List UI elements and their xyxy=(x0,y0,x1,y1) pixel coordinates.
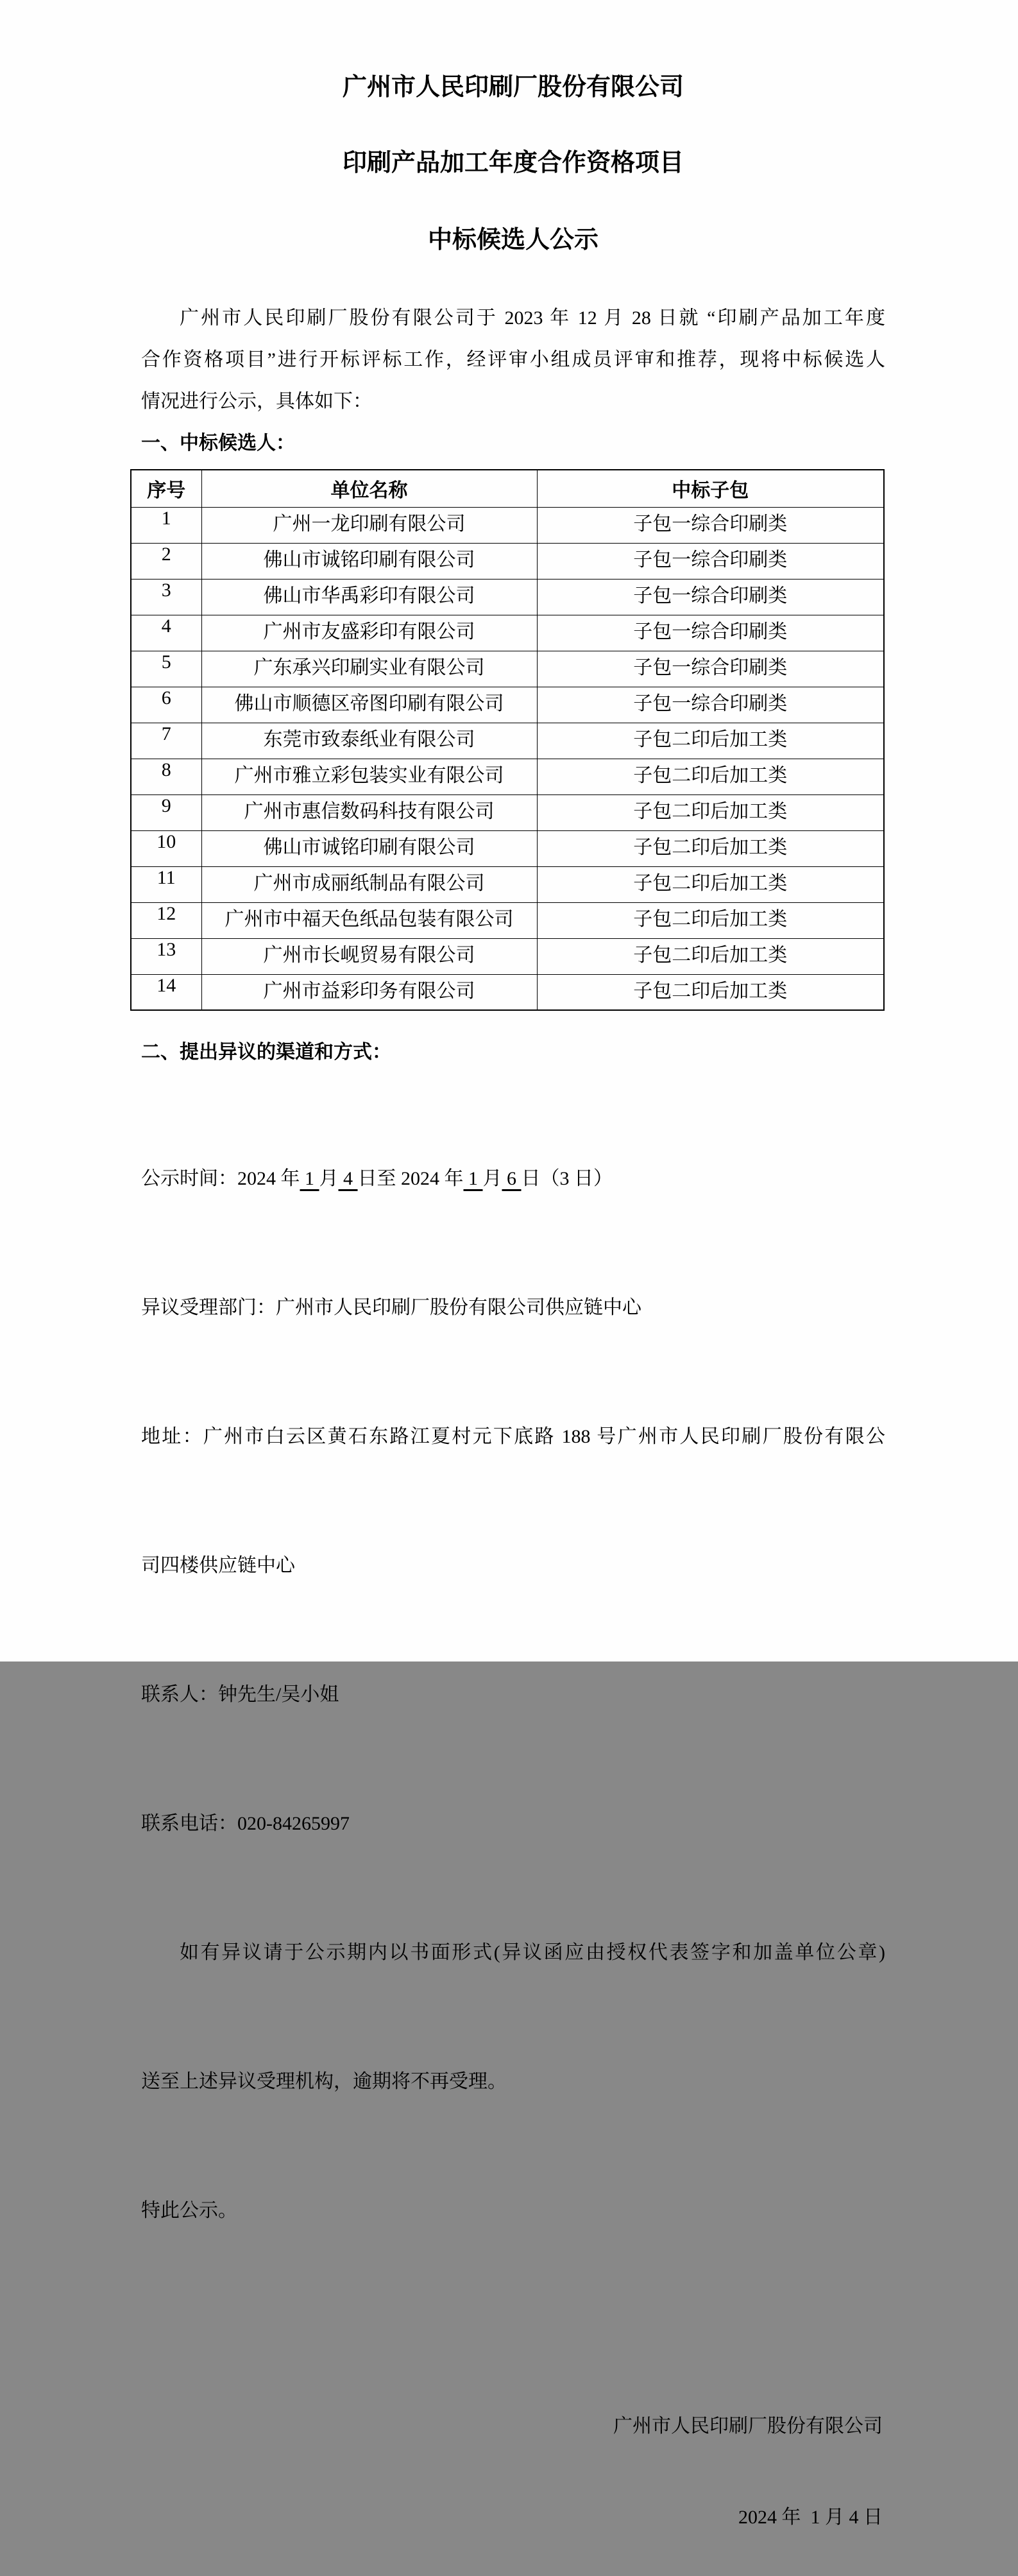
header-row xyxy=(131,470,884,507)
table-cell-company: 广州市雅立彩包装实业有限公司 xyxy=(201,759,537,794)
table-cell-subpackage: 子包二印后加工类 xyxy=(537,974,884,1010)
contact-person-line: 联系人：钟先生/吴小姐 xyxy=(141,1684,339,1705)
signature-date: 2024 年 1 月 4 日 xyxy=(738,2507,883,2528)
table-cell-company: 佛山市华禹彩印有限公司 xyxy=(201,579,537,615)
publicity-time-line xyxy=(141,1157,885,1200)
table-cell-no: 1 xyxy=(131,507,201,543)
table-cell-no: 13 xyxy=(131,938,201,974)
table-cell-no: 12 xyxy=(131,902,201,938)
table-cell-company: 广州市成丽纸制品有限公司 xyxy=(201,866,537,902)
title-project-name: 印刷产品加工年度合作资格项目 xyxy=(342,150,684,176)
publicity-end-day: 6 xyxy=(502,1168,522,1189)
table-row xyxy=(131,759,884,794)
candidates-table xyxy=(130,469,885,1011)
section-heading-candidates: 一、中标候选人： xyxy=(141,433,295,454)
table-cell-company: 广州市长岘贸易有限公司 xyxy=(201,938,537,974)
title-announcement: 中标候选人公示 xyxy=(427,227,598,253)
table-cell-no: 8 xyxy=(131,759,201,794)
publicity-month-char-1: 月 xyxy=(319,1168,339,1189)
table-row xyxy=(131,723,884,759)
section-heading-objection: 二、提出异议的渠道和方式： xyxy=(141,1042,391,1063)
table-row xyxy=(131,794,884,830)
table-cell-company: 广州市益彩印务有限公司 xyxy=(201,974,537,1010)
address-line-1: 地址：广州市白云区黄石东路江夏村元下底路 188 号广州市人民印刷厂股份有限公 xyxy=(141,1426,885,1447)
table-cell-subpackage: 子包一综合印刷类 xyxy=(537,615,884,651)
table-cell-subpackage: 子包二印后加工类 xyxy=(537,902,884,938)
table-cell-no: 2 xyxy=(131,543,201,579)
publicity-month-char-2: 月 xyxy=(482,1168,502,1189)
intro-paragraph xyxy=(141,297,885,422)
table-cell-no: 3 xyxy=(131,579,201,615)
objection-instructions-line-2: 送至上述异议受理机构，逾期将不再受理。 xyxy=(141,2071,507,2092)
table-cell-company: 广州一龙印刷有限公司 xyxy=(201,507,537,543)
table-row xyxy=(131,938,884,974)
table-cell-no: 9 xyxy=(131,794,201,830)
title-company-name: 广州市人民印刷厂股份有限公司 xyxy=(342,74,684,101)
table-row xyxy=(131,615,884,651)
table-cell-company: 广州市中福天色纸品包装有限公司 xyxy=(201,902,537,938)
publicity-end-month: 1 xyxy=(463,1168,483,1189)
publicity-time-middle: 日至 2024 年 xyxy=(357,1168,464,1189)
table-row xyxy=(131,579,884,615)
publicity-start-day: 4 xyxy=(338,1168,358,1189)
publicity-time-suffix: 日（3 日） xyxy=(521,1168,613,1189)
table-cell-company: 佛山市顺德区帝图印刷有限公司 xyxy=(201,687,537,723)
table-cell-subpackage: 子包一综合印刷类 xyxy=(537,687,884,723)
table-cell-no: 14 xyxy=(131,974,201,1010)
table-row xyxy=(131,687,884,723)
signature-company: 广州市人民印刷厂股份有限公司 xyxy=(613,2416,883,2437)
publicity-start-month: 1 xyxy=(300,1168,319,1189)
table-row xyxy=(131,830,884,866)
table-row xyxy=(131,902,884,938)
intro-line-1: 广州市人民印刷厂股份有限公司于 2023 年 12 月 28 日就 “印刷产品加工年度 xyxy=(180,307,885,329)
publicity-time-prefix: 公示时间：2024 年 xyxy=(141,1168,300,1189)
table-cell-subpackage: 子包一综合印刷类 xyxy=(537,579,884,615)
table-row xyxy=(131,543,884,579)
objection-details-block xyxy=(141,1071,885,2318)
table-cell-no: 5 xyxy=(131,651,201,687)
table-cell-subpackage: 子包二印后加工类 xyxy=(537,723,884,759)
contact-phone-line: 联系电话：020-84265997 xyxy=(141,1813,350,1834)
header-cell-company: 单位名称 xyxy=(201,470,537,507)
table-row xyxy=(131,651,884,687)
intro-line-2: 合作资格项目”进行开标评标工作，经评审小组成员评审和推荐，现将中标候选人 xyxy=(141,349,885,370)
candidates-table-header xyxy=(131,470,884,507)
header-cell-subpackage: 中标子包 xyxy=(537,470,884,507)
table-cell-company: 广东承兴印刷实业有限公司 xyxy=(201,651,537,687)
table-cell-company: 佛山市诚铭印刷有限公司 xyxy=(201,830,537,866)
dispute-department-line: 异议受理部门：广州市人民印刷厂股份有限公司供应链中心 xyxy=(141,1297,641,1318)
table-row xyxy=(131,974,884,1010)
table-cell-subpackage: 子包二印后加工类 xyxy=(537,866,884,902)
table-cell-subpackage: 子包二印后加工类 xyxy=(537,794,884,830)
table-cell-subpackage: 子包二印后加工类 xyxy=(537,830,884,866)
table-cell-company: 广州市惠信数码科技有限公司 xyxy=(201,794,537,830)
table-row xyxy=(131,507,884,543)
table-cell-subpackage: 子包二印后加工类 xyxy=(537,759,884,794)
table-cell-no: 7 xyxy=(131,723,201,759)
table-cell-no: 6 xyxy=(131,687,201,723)
table-cell-no: 10 xyxy=(131,830,201,866)
table-cell-subpackage: 子包一综合印刷类 xyxy=(537,651,884,687)
signature-block xyxy=(141,2318,885,2576)
intro-line-3: 情况进行公示，具体如下： xyxy=(141,391,372,412)
table-row xyxy=(131,866,884,902)
header-cell-no: 序号 xyxy=(131,470,201,507)
table-cell-no: 4 xyxy=(131,615,201,651)
table-cell-company: 广州市友盛彩印有限公司 xyxy=(201,615,537,651)
address-line-2: 司四楼供应链中心 xyxy=(141,1555,295,1576)
table-cell-company: 东莞市致泰纸业有限公司 xyxy=(201,723,537,759)
candidates-table-body xyxy=(131,507,884,1010)
objection-instructions-line-1: 如有异议请于公示期内以书面形式(异议函应由授权代表签字和加盖单位公章) xyxy=(180,1942,885,1963)
table-cell-subpackage: 子包一综合印刷类 xyxy=(537,543,884,579)
table-cell-company: 佛山市诚铭印刷有限公司 xyxy=(201,543,537,579)
table-cell-subpackage: 子包一综合印刷类 xyxy=(537,507,884,543)
table-cell-subpackage: 子包二印后加工类 xyxy=(537,938,884,974)
closing-statement: 特此公示。 xyxy=(141,2200,237,2221)
table-cell-no: 11 xyxy=(131,866,201,902)
